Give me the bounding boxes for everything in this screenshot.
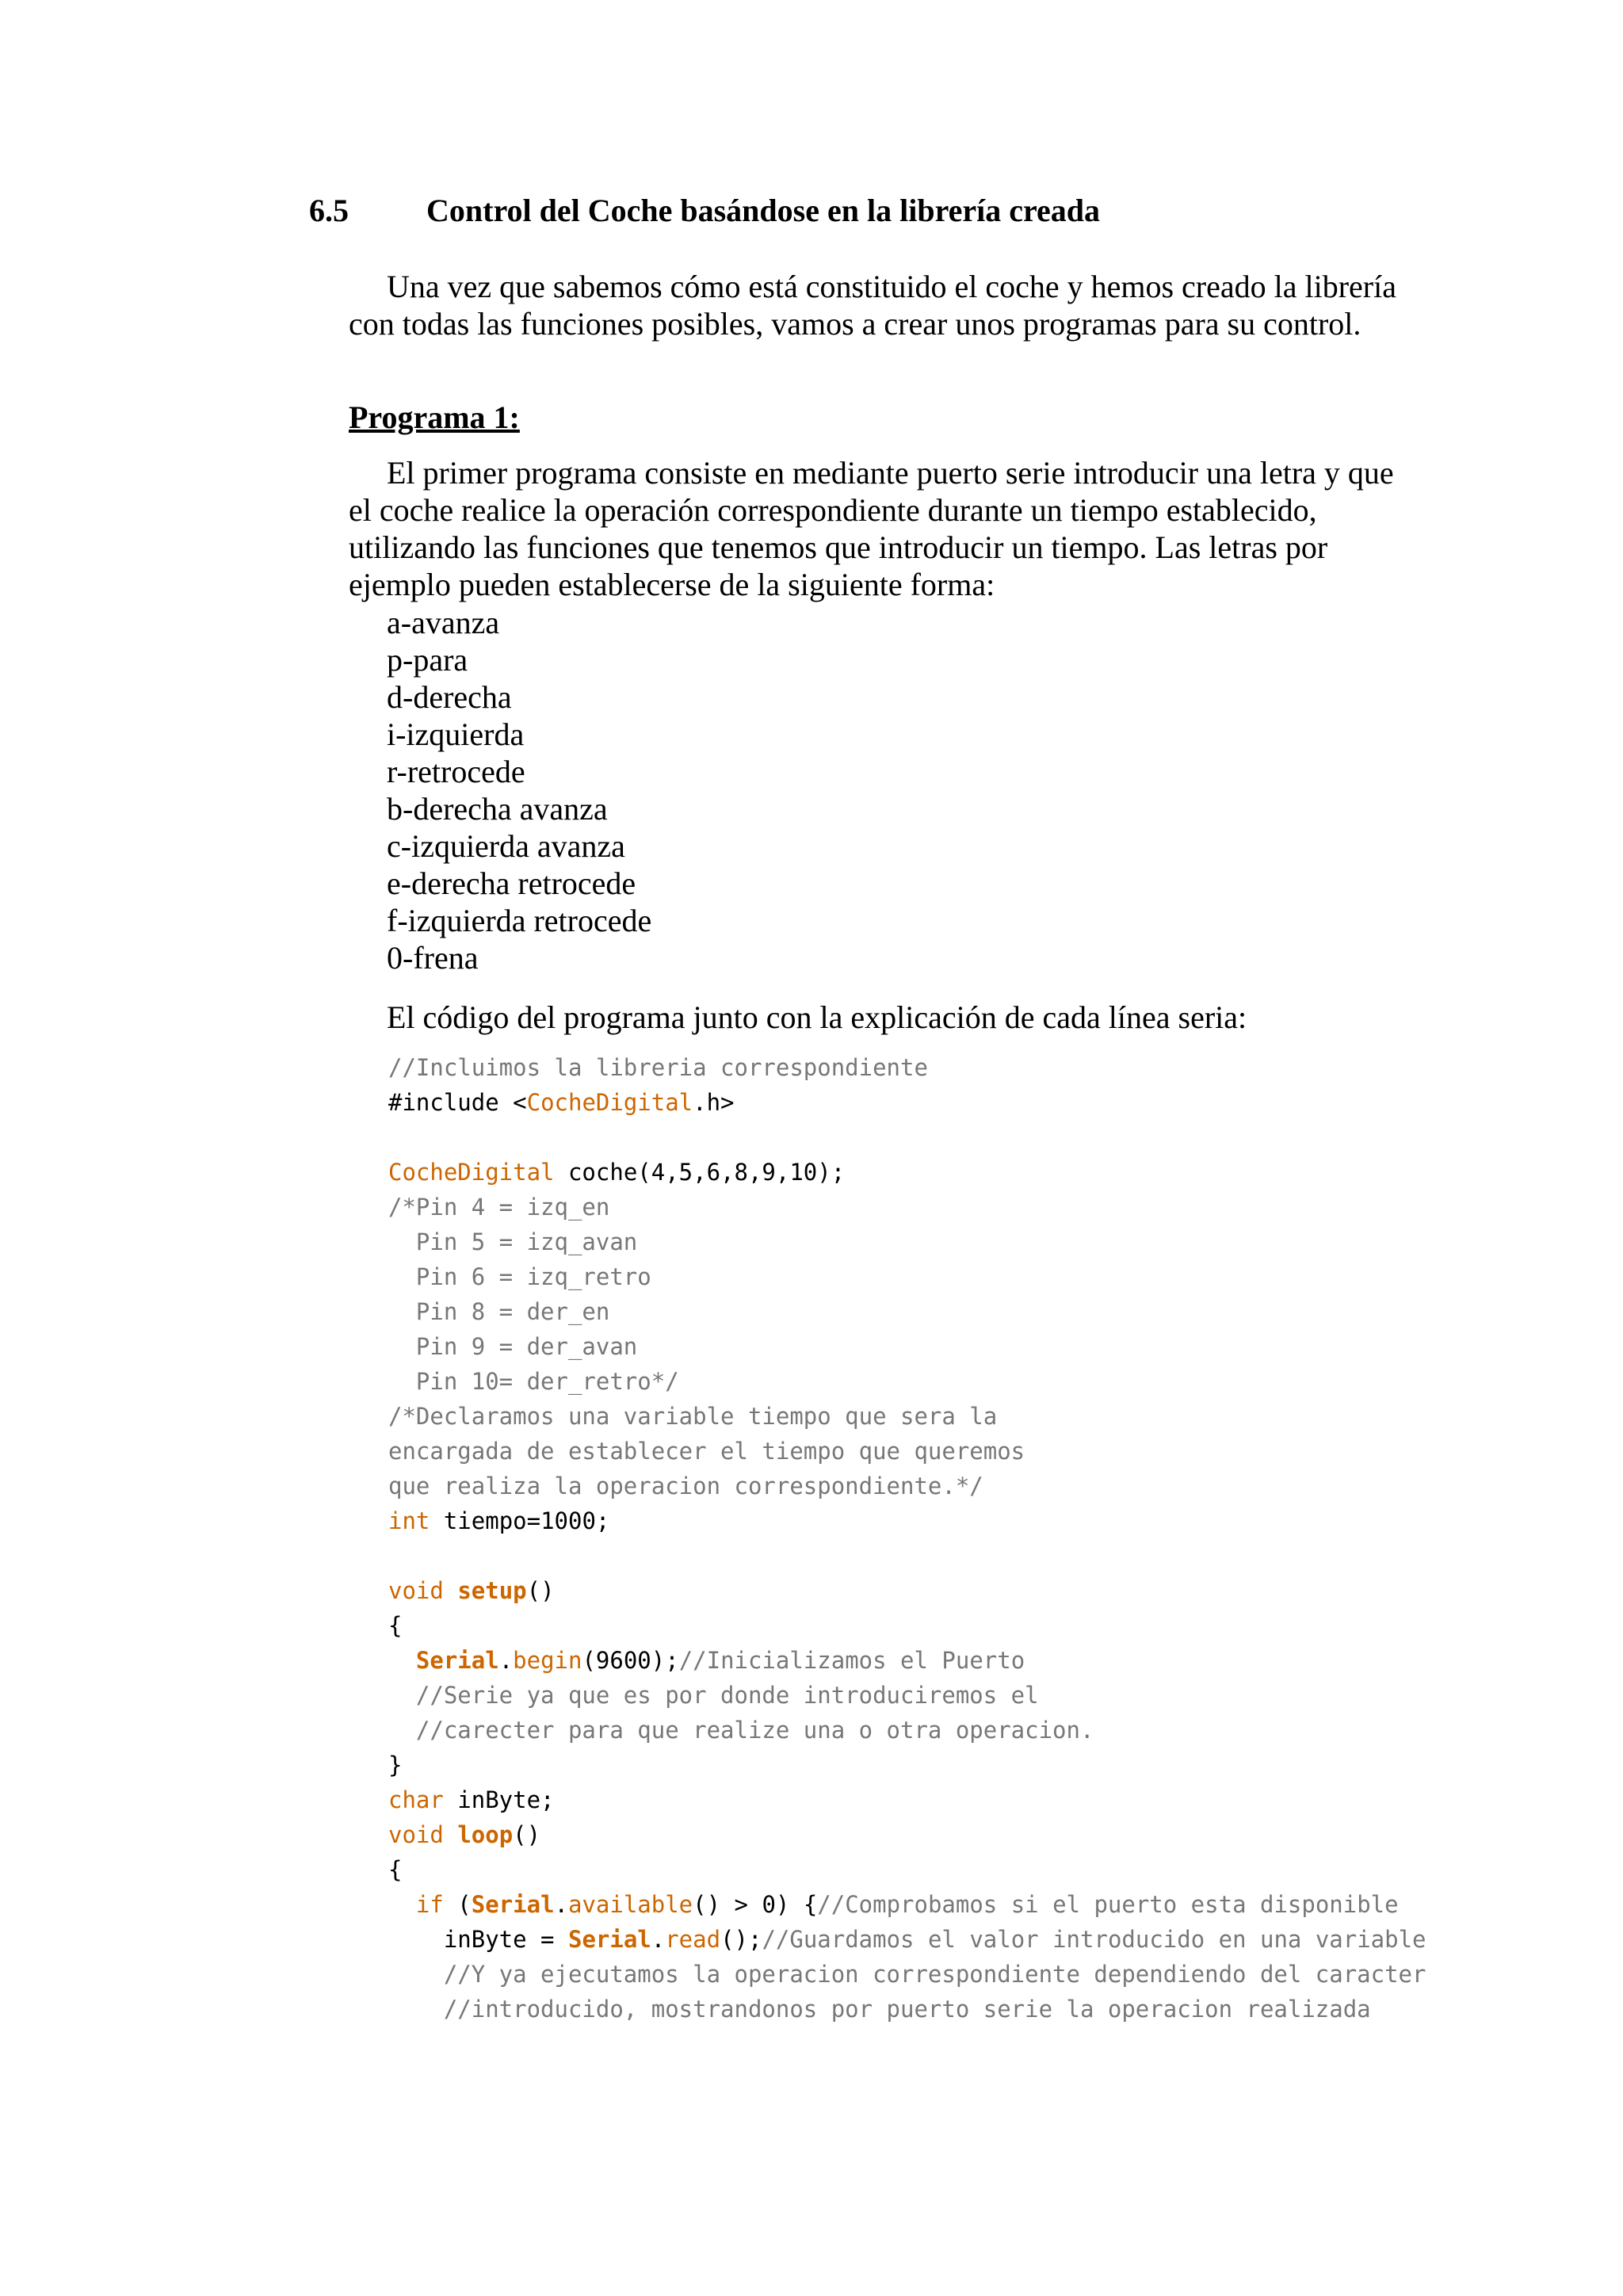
code-comment: //introducido, mostrandonos por puerto serie la operacion realizada	[388, 1996, 1371, 2023]
code-line	[388, 1748, 1482, 1782]
code-text: ()	[526, 1577, 555, 1604]
code-text: ();	[720, 1926, 762, 1953]
code-line	[388, 1050, 1482, 1085]
code-text	[388, 1647, 416, 1674]
code-keyword: loop	[457, 1821, 514, 1848]
code-text: .	[498, 1647, 514, 1674]
code-intro: El código del programa junto con la explicación de cada línea seria:	[387, 999, 1247, 1035]
code-comment: /*Declaramos una variable tiempo que sera la	[388, 1403, 998, 1430]
code-text	[444, 1821, 457, 1848]
code-comment: Pin 5 = izq_avan	[388, 1228, 638, 1255]
code-comment: /*Pin 4 = izq_en	[388, 1194, 610, 1221]
code-comment: encargada de establecer el tiempo que queremos	[388, 1438, 1025, 1465]
code-line	[388, 1399, 1482, 1434]
code-line	[388, 1852, 1482, 1887]
code-text: coche(4,5,6,8,9,10);	[554, 1159, 846, 1186]
programa-label: Programa 1:	[349, 399, 520, 435]
code-keyword: char	[388, 1786, 444, 1813]
code-text: {	[388, 1856, 403, 1883]
code-text: }	[388, 1752, 403, 1778]
code-line	[388, 1922, 1482, 1957]
list-item: a-avanza	[387, 605, 500, 640]
code-line	[388, 1120, 1482, 1155]
list-item: f-izquierda retrocede	[387, 903, 652, 938]
code-text: inByte =	[388, 1926, 568, 1953]
code-keyword: begin	[513, 1647, 582, 1674]
intro-paragraph: Una vez que sabemos cómo está constituido el coche y hemos creado la librería con todas las funciones posibles, vamos a crear unos programas para su control.	[349, 269, 1396, 342]
code-keyword: if	[415, 1891, 444, 1918]
code-line	[388, 1957, 1482, 1992]
code-keyword: CocheDigital	[526, 1089, 693, 1116]
list-item: p-para	[387, 642, 468, 678]
code-comment: Pin 10= der_retro*/	[388, 1368, 679, 1395]
code-line	[388, 1573, 1482, 1608]
code-line	[388, 1643, 1482, 1678]
code-keyword: available	[568, 1891, 693, 1918]
list-item: d-derecha	[387, 679, 512, 715]
code-keyword: Serial	[415, 1647, 499, 1674]
list-item: c-izquierda avanza	[387, 828, 625, 864]
code-line	[388, 1294, 1482, 1329]
code-line	[388, 1678, 1482, 1713]
code-comment: //Inicializamos el Puerto	[678, 1647, 1025, 1674]
section-number: 6.5	[309, 193, 349, 228]
code-text	[444, 1577, 457, 1604]
code-text	[388, 1891, 416, 1918]
code-line	[388, 1155, 1482, 1190]
code-comment: Pin 8 = der_en	[388, 1298, 610, 1325]
code-keyword: void	[388, 1577, 444, 1604]
code-line	[388, 1190, 1482, 1224]
code-line	[388, 1608, 1482, 1643]
code-text: tiempo=1000;	[430, 1507, 610, 1534]
code-text: .	[554, 1891, 568, 1918]
code-text: (9600);	[582, 1647, 679, 1674]
code-keyword: Serial	[567, 1926, 651, 1953]
code-comment: //Guardamos el valor introducido en una variable	[762, 1926, 1426, 1953]
code-line	[388, 1085, 1482, 1120]
code-comment: //Incluimos la libreria correspondiente	[388, 1054, 928, 1081]
code-line	[388, 1538, 1482, 1573]
code-keyword: CocheDigital	[388, 1159, 555, 1186]
programa-paragraph: El primer programa consiste en mediante puerto serie introducir una letra y que el coche realice la operación correspondiente durante un tiempo establecido, utilizando las funciones que tenemos que introducir un tiempo. Las letras por ejemplo pueden establecerse de la siguiente forma:	[349, 455, 1394, 602]
code-line	[388, 1364, 1482, 1399]
code-text: .	[651, 1926, 666, 1953]
code-comment: //Comprobamos si el puerto esta disponible	[817, 1891, 1399, 1918]
list-item: b-derecha avanza	[387, 791, 608, 827]
code-line	[388, 1817, 1482, 1852]
code-text: () > 0) {	[693, 1891, 818, 1918]
code-block	[388, 1050, 1482, 2027]
code-keyword: int	[388, 1507, 430, 1534]
code-text: ()	[513, 1821, 541, 1848]
code-line	[388, 1782, 1482, 1817]
code-line	[388, 1434, 1482, 1469]
code-text: #include <	[388, 1089, 527, 1116]
code-line	[388, 1503, 1482, 1538]
code-comment: //Y ya ejecutamos la operacion correspondiente dependiendo del caracter	[388, 1961, 1426, 1988]
list-item: 0-frena	[387, 940, 479, 976]
code-line	[388, 1259, 1482, 1294]
section-title: Control del Coche basándose en la librería creada	[426, 193, 1100, 228]
code-keyword: setup	[457, 1577, 527, 1604]
code-comment: Pin 6 = izq_retro	[388, 1263, 651, 1290]
code-line	[388, 1329, 1482, 1364]
code-text: inByte;	[443, 1786, 555, 1813]
code-text: (	[443, 1891, 472, 1918]
code-keyword: Serial	[471, 1891, 555, 1918]
code-keyword: void	[388, 1821, 444, 1848]
letter-command-list	[387, 604, 651, 976]
section-heading	[309, 192, 1100, 229]
list-item: r-retrocede	[387, 754, 525, 789]
code-text: {	[388, 1612, 403, 1639]
code-comment: //Serie ya que es por donde introduciremos el	[388, 1682, 1039, 1709]
code-line	[388, 1224, 1482, 1259]
code-comment: Pin 9 = der_avan	[388, 1333, 638, 1360]
list-item: i-izquierda	[387, 716, 525, 752]
code-comment: //carecter para que realize una o otra operacion.	[388, 1717, 1094, 1744]
code-keyword: read	[665, 1926, 721, 1953]
code-text: .h>	[693, 1089, 735, 1116]
list-item: e-derecha retrocede	[387, 865, 636, 901]
code-line	[388, 1992, 1482, 2027]
code-line	[388, 1887, 1482, 1922]
code-line	[388, 1469, 1482, 1503]
code-comment: que realiza la operacion correspondiente.*/	[388, 1473, 983, 1499]
code-line	[388, 1713, 1482, 1748]
